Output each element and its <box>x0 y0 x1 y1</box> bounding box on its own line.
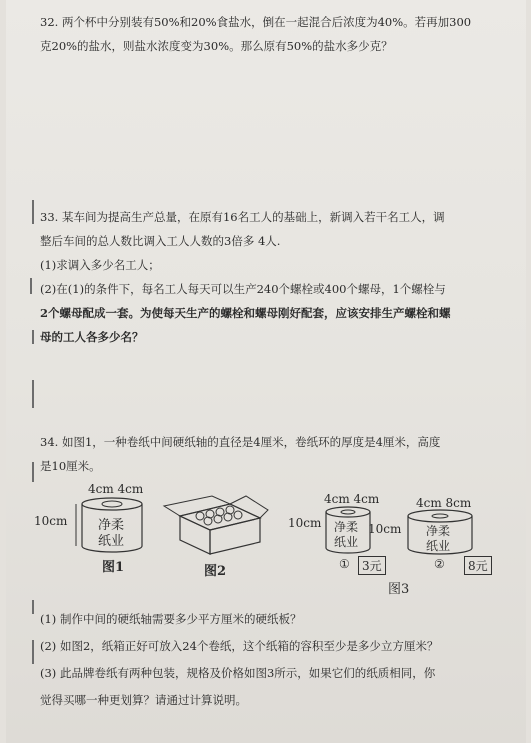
q32-line-1: 32. 两个杯中分别装有50%和20%食盐水，倒在一起混合后浓度为40%。若再加300 <box>40 15 472 29</box>
fig3-roll2-index: ② <box>434 557 445 571</box>
fig3-roll1-height-label: 10cm <box>288 516 322 530</box>
q34-line-2: 是10厘米。 <box>40 459 101 473</box>
fig3-roll1-index: ① <box>339 557 350 571</box>
margin-mark <box>30 278 32 294</box>
fig3-roll1-price: 3元 <box>358 556 386 575</box>
question-34 <box>40 430 440 478</box>
fig1-roll-text-2: 纸业 <box>98 534 125 549</box>
q34-sub-1: (1) 制作中间的硬纸轴需要多少平方厘米的硬纸板？ <box>40 612 302 626</box>
fig1-roll-text-1: 净柔 <box>98 518 125 533</box>
fig1-top-label: 4cm 4cm <box>88 482 144 496</box>
q33-line-5: 2个螺母配成一套。为使每天生产的螺栓和螺母刚好配套，应该安排生产螺栓和螺 <box>40 306 451 320</box>
fig3-roll2-height-label: 10cm <box>368 522 402 536</box>
question-32 <box>40 10 471 58</box>
margin-mark <box>32 462 34 482</box>
fig3-roll2-price: 8元 <box>464 556 492 575</box>
margin-mark <box>32 200 34 224</box>
fig1-caption: 图1 <box>102 560 125 575</box>
q32-line-2: 克20%的盐水，则盐水浓度变为30%。那么原有50%的盐水多少克？ <box>40 39 393 53</box>
fig3-roll1-text-2: 纸业 <box>334 535 359 549</box>
q34-sub-3a: (3) 此品牌卷纸有两种包装，规格及价格如图3所示，如果它们的纸质相同，你 <box>40 666 436 680</box>
question-33 <box>40 205 451 349</box>
q33-line-6: 母的工人各多少名？ <box>40 330 144 344</box>
fig3-caption: 图3 <box>388 582 410 597</box>
fig1-height-label: 10cm <box>34 514 68 528</box>
q33-line-1: 33. 某车间为提高生产总量，在原有16名工人的基础上，新调入若干名工人，调 <box>40 210 445 224</box>
fig3-roll2-top-label: 4cm 8cm <box>416 496 472 510</box>
margin-mark <box>32 600 34 614</box>
fig2-caption: 图2 <box>204 564 227 579</box>
q33-line-4: (2)在(1)的条件下，每名工人每天可以生产240个螺栓或400个螺母，1个螺栓与 <box>40 282 446 296</box>
q34-sub-3b: 觉得买哪一种更划算？请通过计算说明。 <box>40 693 247 707</box>
margin-mark <box>32 380 34 408</box>
fig3-roll1-top-label: 4cm 4cm <box>324 492 380 506</box>
question-34-subquestions <box>40 606 438 714</box>
fig3-roll1-text-1: 净柔 <box>334 520 359 534</box>
q33-line-2: 整后车间的总人数比调入工人人数的3倍多 4人. <box>40 234 281 248</box>
fig3-roll2-text-1: 净柔 <box>426 524 451 538</box>
fig3-roll2-text-2: 纸业 <box>426 539 451 553</box>
q34-line-1: 34. 如图1，一种卷纸中间硬纸轴的直径是4厘米，卷纸环的厚度是4厘米，高度 <box>40 435 441 449</box>
exam-paper <box>6 0 526 743</box>
margin-mark <box>32 640 34 664</box>
fig2-box-drawing <box>160 494 270 558</box>
q33-line-3: (1)求调入多少名工人； <box>40 258 160 272</box>
margin-mark <box>32 330 34 344</box>
q34-sub-2: (2) 如图2，纸箱正好可放入24个卷纸，这个纸箱的容积至少是多少立方厘米？ <box>40 639 439 653</box>
